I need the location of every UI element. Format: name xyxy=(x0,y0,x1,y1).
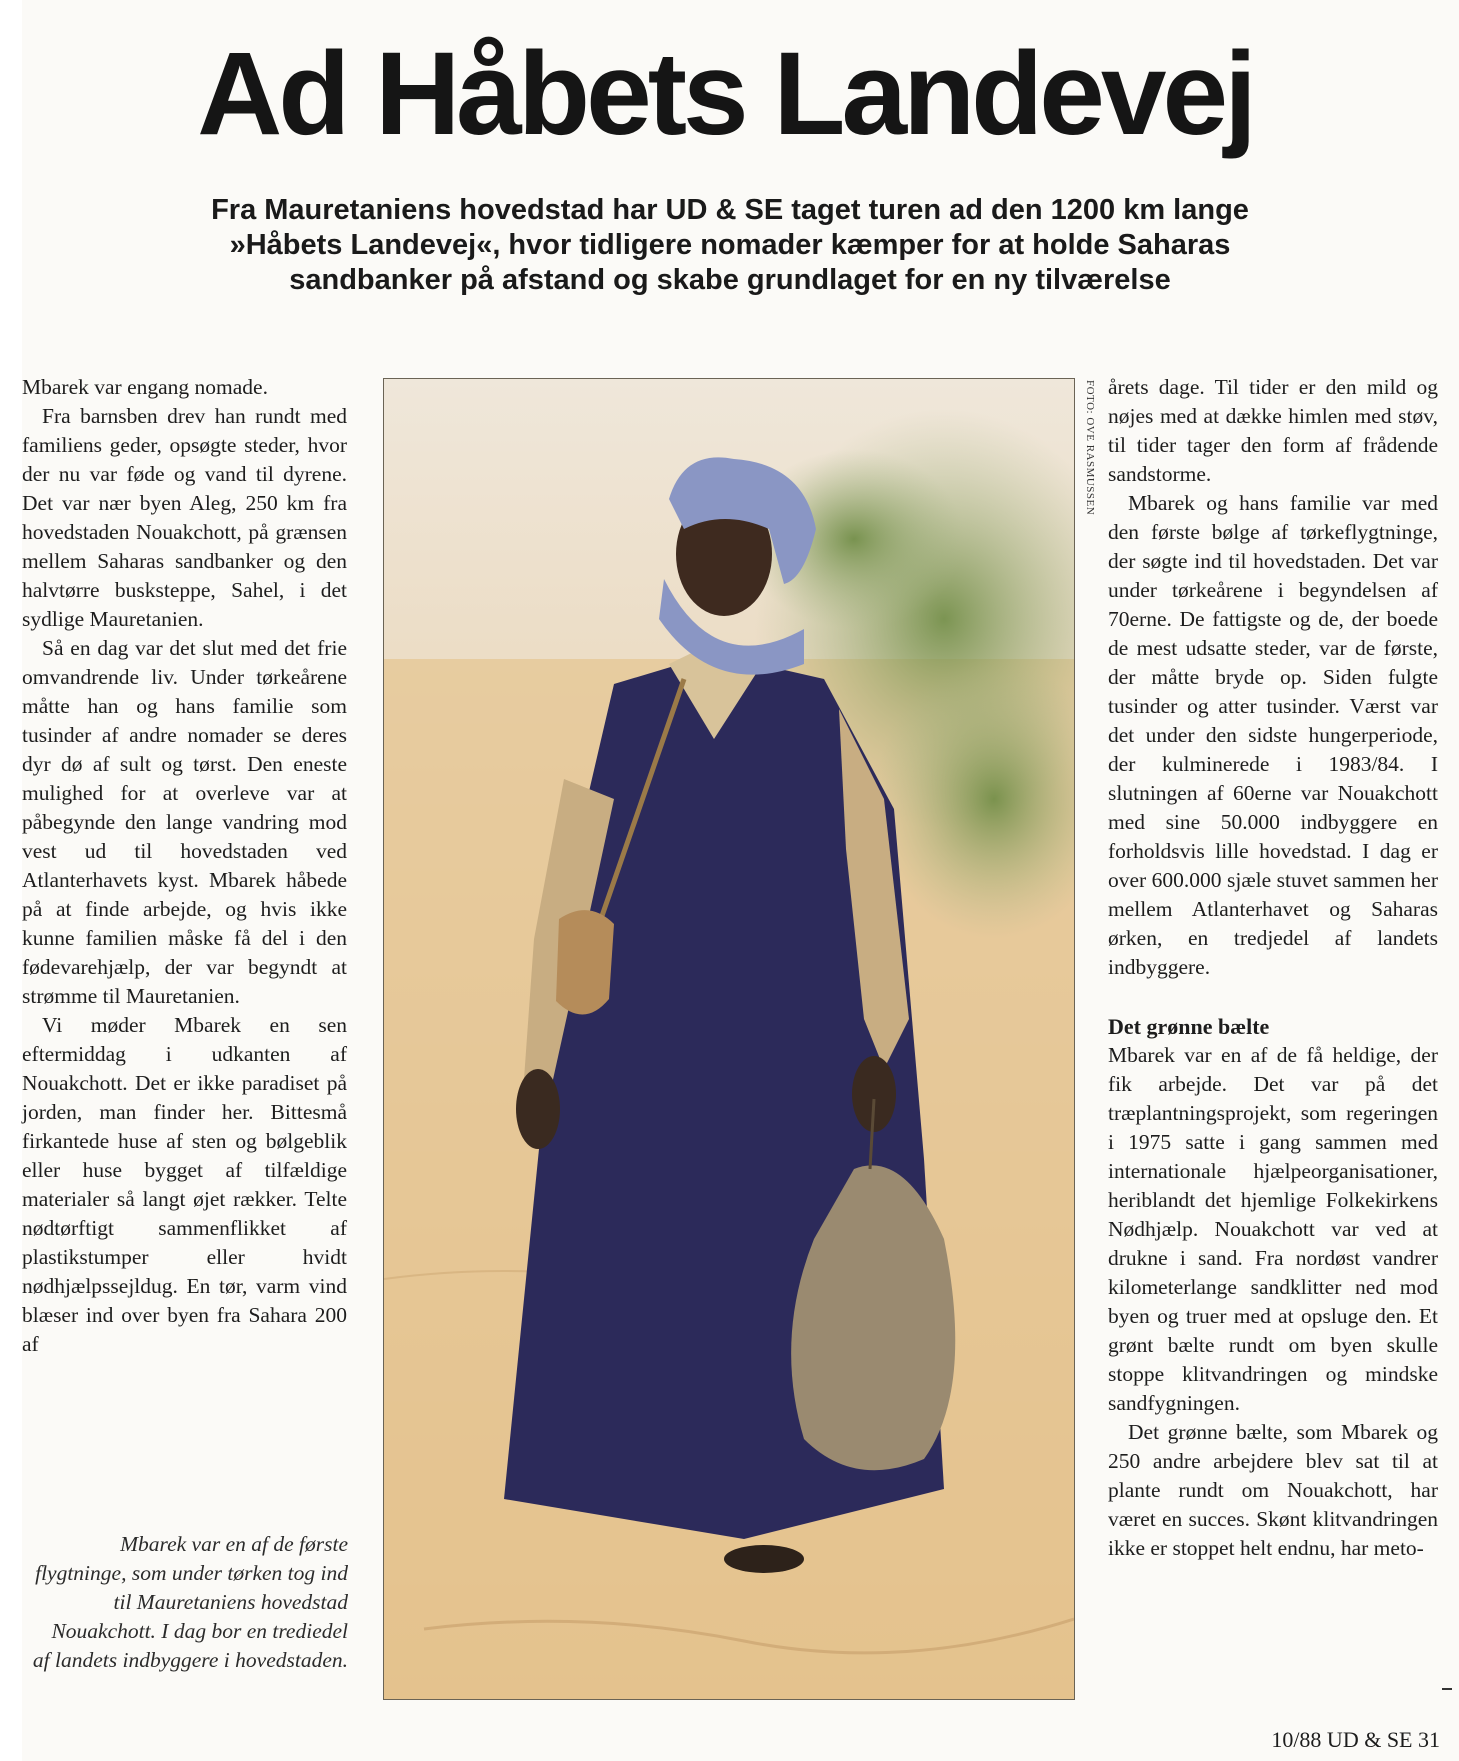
paragraph: Mbarek var en af de få heldige, der fik arbejde. Det var på det træplantningsprojekt, som regeringen i 1975 satte i gang sammen med internationale hjælpeorganisationer, heriblandt det hjemlige Folkekirkens Nødhjælp. Nouakchott var ved at drukne i sand. Fra nordøst vandrer kilometerlange sandklitter ned mod byen og truer med at opsluge den. Et grønt bælte rundt om byen skulle stoppe klitvandringen og mindske sandfygningen. xyxy=(1108,1043,1438,1415)
right-column xyxy=(1108,373,1438,1563)
paragraph: Vi møder Mbarek en sen eftermiddag i udkanten af Nouakchott. Det er ikke paradiset på jorden, man finder her. Bittesmå firkantede huse af sten og bølgeblik eller huse bygget af tilfældige materialer så langt øjet rækker. Telte nødtørftigt sammenflikket af plastikstumper eller hvidt nødhjælpssejldug. En tør, varm vind blæser ind over byen fra Sahara 200 af xyxy=(22,1013,347,1356)
left-column xyxy=(22,373,347,1359)
subheading: Det grønne bælte xyxy=(1108,1014,1270,1039)
page-gutter xyxy=(0,0,22,1761)
paragraph: Fra barnsben drev han rundt med familiens geder, opsøgte steder, hvor der nu var føde og vand til dyrene. Det var nær byen Aleg, 250 km fra hovedstaden Nouakchott, på grænsen mellem Saharas sandbanker og den halvtørre busksteppe, Sahel, i det sydlige Mauretanien. xyxy=(22,404,347,631)
page-folio: 10/88 UD & SE 31 xyxy=(1271,1727,1440,1752)
paragraph: Det grønne bælte, som Mbarek og 250 andre arbejdere blev sat til at plante rundt om Nouakchott, har været en succes. Skønt klitvandringen ikke er stoppet helt endnu, har meto- xyxy=(1108,1420,1438,1560)
paragraph: årets dage. Til tider er den mild og nøjes med at dække himlen med støv, til tider tager den form af frådende sandstorme. xyxy=(1108,375,1438,486)
paragraph: Mbarek var engang nomade. xyxy=(22,375,268,399)
paragraph: Så en dag var det slut med det frie omvandrende liv. Under tørkeårene måtte han og hans familie som tusinder af andre nomader se deres dyr dø af sult og tørst. Den eneste mulighed for at overleve var at påbegynde den lange vandring mod vest ud til hovedstaden ved Atlanterhavets kyst. Mbarek håbede på at finde arbejde, og hvis ikke kunne familien måske få del i den fødevarehjælp, der var begyndt at strømme til Mauretanien. xyxy=(22,636,347,1008)
deck: Fra Mauretaniens hovedstad har UD & SE taget turen ad den 1200 km lange »Håbets Landevej«, hvor tidligere nomader kæmper for at holde Saharas sandbanker på afstand og skabe grundlaget for en ny tilværelse xyxy=(211,194,1249,296)
photo-caption: Mbarek var en af de første flygtninge, som under tørken tog ind til Mauretaniens hovedstad Nouakchott. I dag bor en trediedel af landets indbyggere i hovedstaden. xyxy=(32,1532,348,1672)
photo-man-walking xyxy=(383,378,1075,1700)
continuation-mark xyxy=(1442,1688,1452,1690)
photo-illustration xyxy=(384,379,1074,1699)
photo-credit: FOTO: OVE RASMUSSEN xyxy=(1084,380,1096,516)
paragraph: Mbarek og hans familie var med den første bølge af tørkeflygtninge, der søgte ind til hovedstaden. Det var under tørkeårene i begyndelsen af 70erne. De fattigste og de, der boede de mest udsatte steder, var de første, der måtte bryde op. Siden fulgte tusinder og atter tusinder. Værst var det under den sidste hungerperiode, der kulminerede i 1983/84. I slutningen af 60erne var Nouakchott med sine 50.000 indbyggere en forholdsvis lille hovedstad. I dag er over 600.000 sjæle stuvet sammen her mellem Atlanterhavet og Saharas ørken, en tredjedel af landets indbyggere. xyxy=(1108,491,1438,979)
headline: Ad Håbets Landevej xyxy=(197,28,1253,160)
